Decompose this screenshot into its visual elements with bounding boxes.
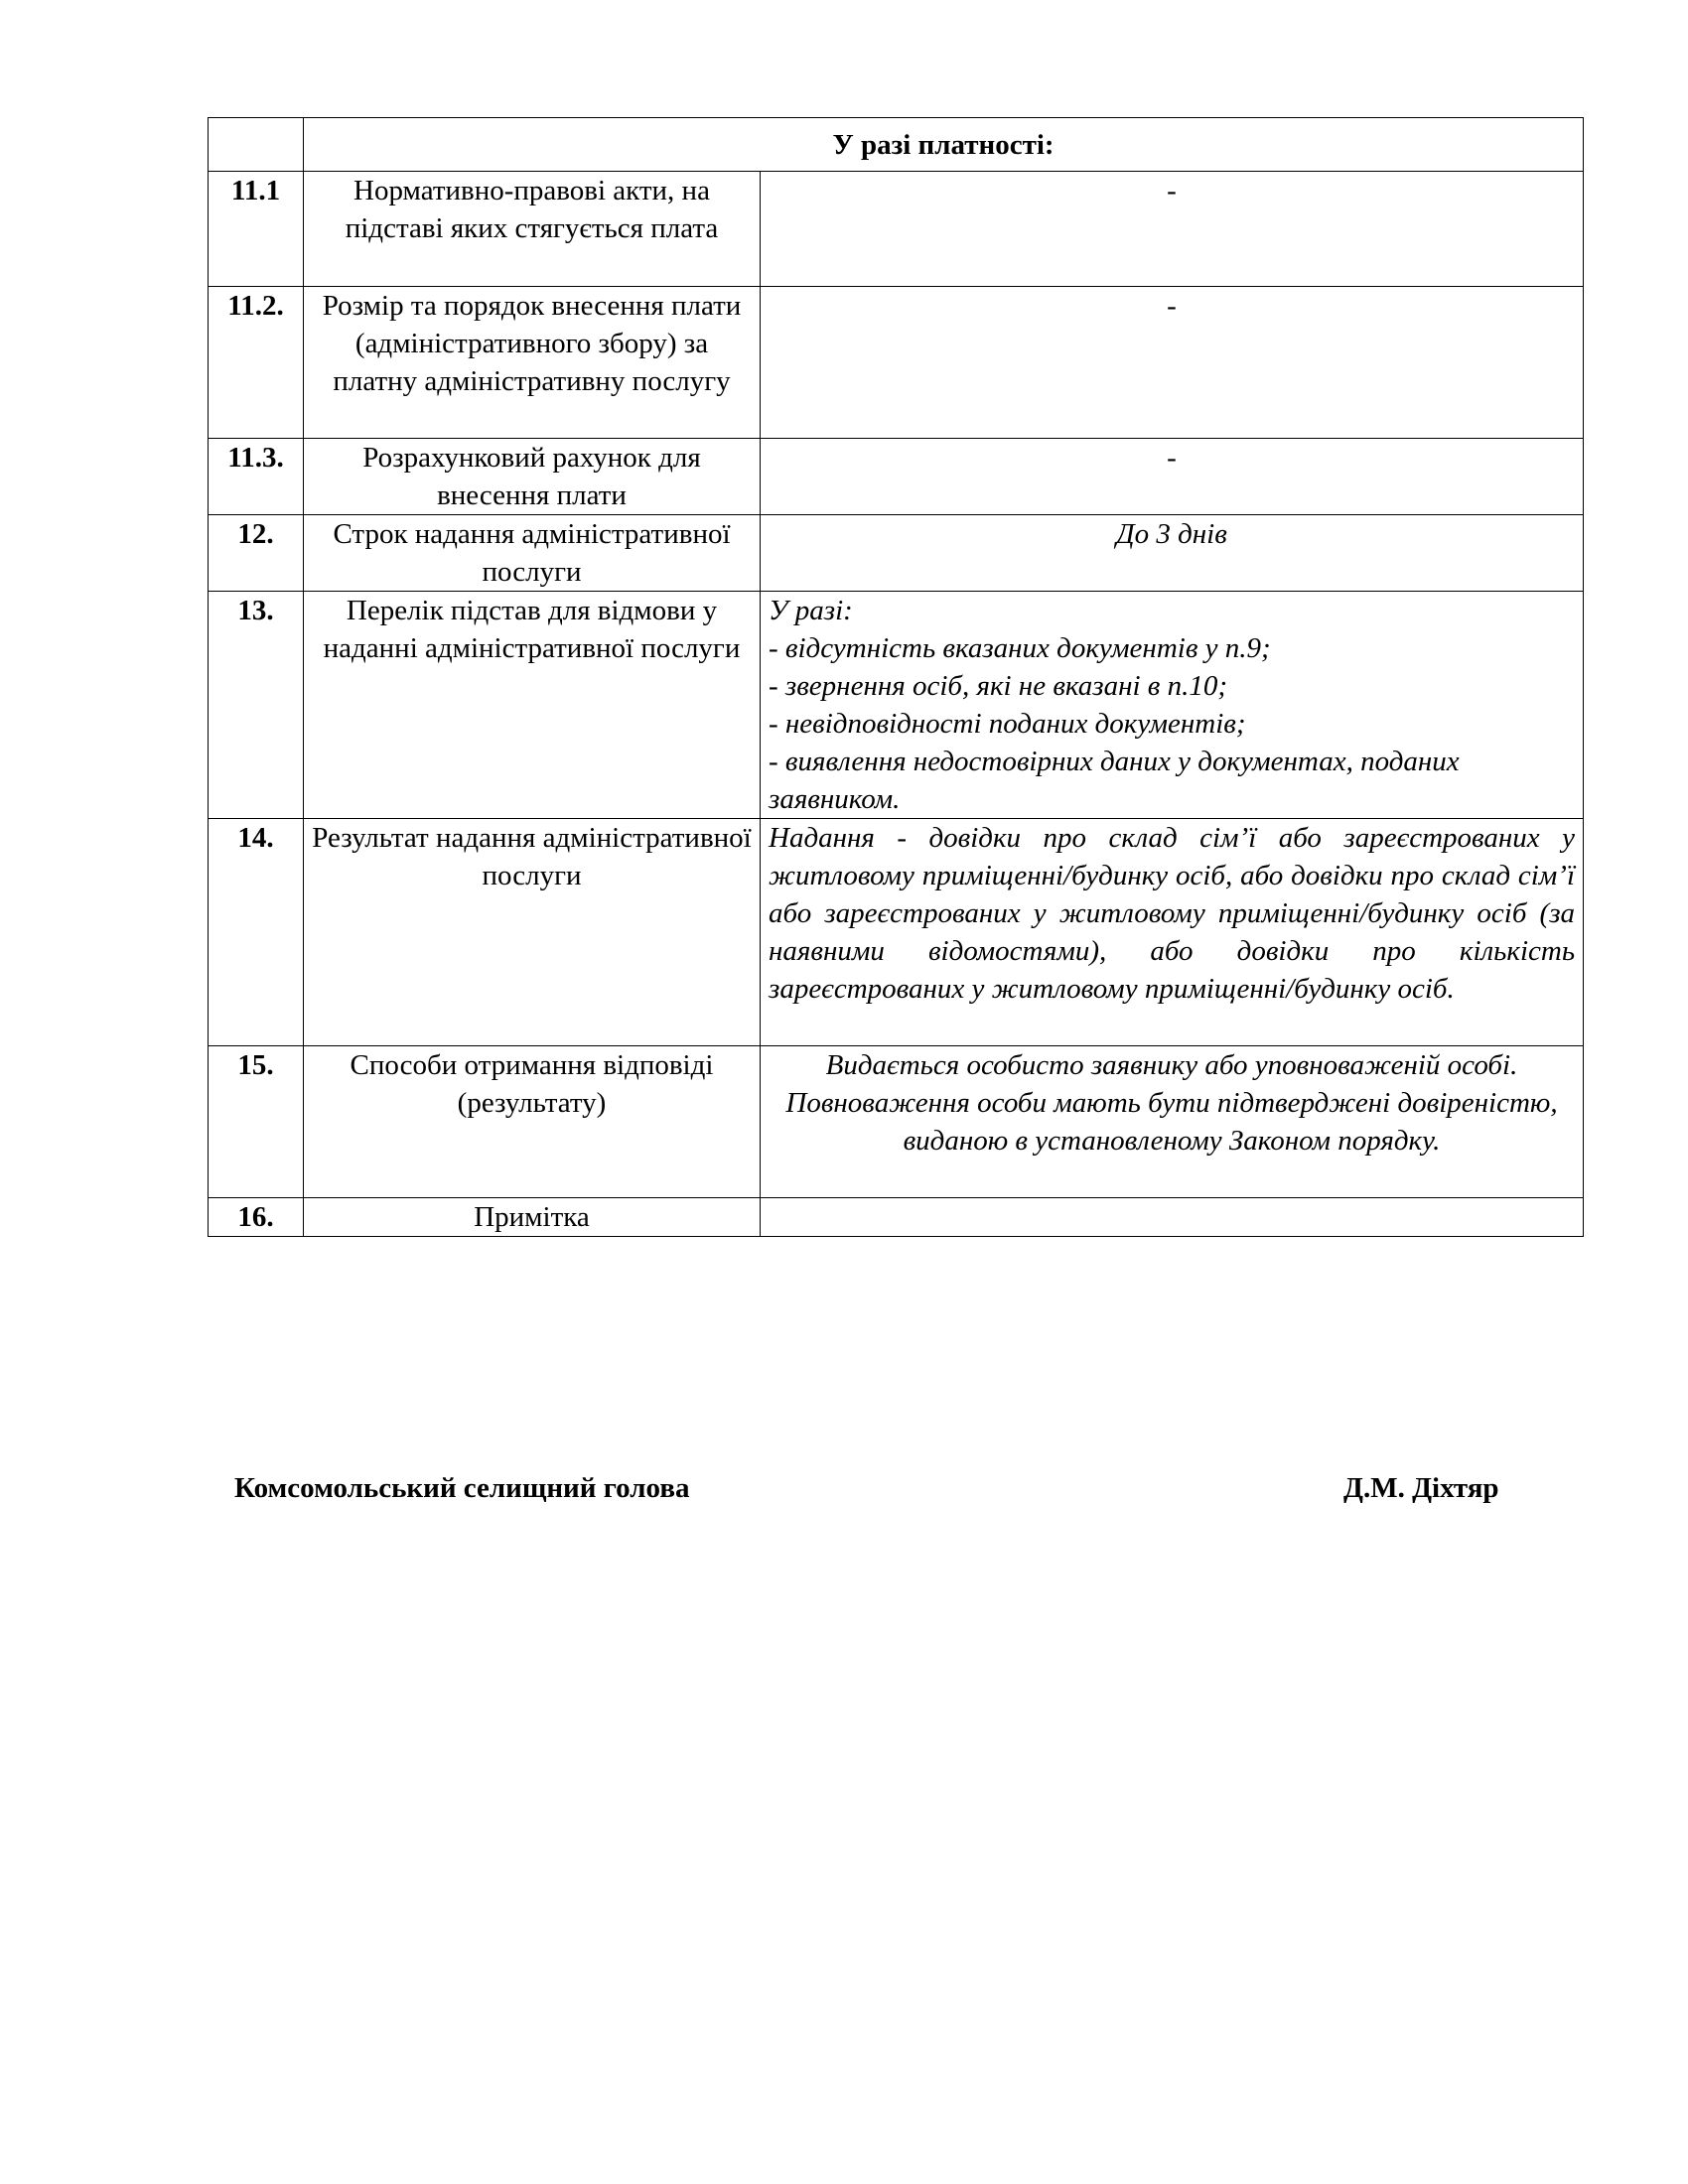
row-number: 11.3.: [209, 439, 304, 515]
table-header-row: [209, 118, 1584, 172]
header-empty-cell: [209, 118, 304, 172]
row-label: Розмір та порядок внесення плати (адміністративного збору) за платну адміністративну послугу: [304, 287, 761, 439]
table-row: [209, 515, 1584, 592]
row-label: Примітка: [304, 1198, 761, 1237]
row-value: -: [761, 172, 1584, 287]
row-label: Розрахунковий рахунок для внесення плати: [304, 439, 761, 515]
row-label: Строк надання адміністративної послуги: [304, 515, 761, 592]
signatory-name: Д.М. Діхтяр: [1343, 1472, 1499, 1504]
row-number: 15.: [209, 1046, 304, 1198]
row-label: Результат надання адміністративної послуги: [304, 819, 761, 1046]
row-value: -: [761, 439, 1584, 515]
signatory-title: Комсомольський селищний голова: [234, 1472, 690, 1504]
table-row: [209, 172, 1584, 287]
service-info-table: [208, 117, 1584, 1237]
row-number: 12.: [209, 515, 304, 592]
row-number: 16.: [209, 1198, 304, 1237]
refusal-ground-item: - виявлення недостовірних даних у документах, поданих заявником.: [769, 746, 1460, 815]
row-number: 11.2.: [209, 287, 304, 439]
refusal-ground-item: - невідповідності поданих документів;: [769, 708, 1246, 740]
table-row: [209, 1046, 1584, 1198]
table-row: [209, 439, 1584, 515]
row-number: 13.: [209, 592, 304, 819]
section-header: У разі платності:: [304, 118, 1584, 172]
row-value: Надання - довідки про склад сім’ї або зареєстрованих у житловому приміщенні/будинку осіб, або довідки про склад сім’ї або зареєстрованих у житловому приміщенні/будинку осіб (за наявними відомостями), або довідки про кількість зареєстрованих у житловому приміщенні/будинку осіб.: [761, 819, 1584, 1046]
refusal-grounds-intro: У разі:: [769, 595, 853, 626]
table-row: [209, 287, 1584, 439]
row-label: Способи отримання відповіді (результату): [304, 1046, 761, 1198]
refusal-ground-item: - звернення осіб, які не вказані в п.10;: [769, 670, 1228, 702]
row-number: 14.: [209, 819, 304, 1046]
row-number: 11.1: [209, 172, 304, 287]
row-value: До 3 днів: [761, 515, 1584, 592]
refusal-grounds-list: [761, 592, 1584, 819]
row-value: -: [761, 287, 1584, 439]
row-label: Нормативно-правові акти, на підставі яких стягується плата: [304, 172, 761, 287]
refusal-ground-item: - відсутність вказаних документів у п.9;: [769, 632, 1271, 664]
row-value: [761, 1198, 1584, 1237]
row-label: Перелік підстав для відмови у наданні адміністративної послуги: [304, 592, 761, 819]
table-row: [209, 1198, 1584, 1237]
table-row: [209, 819, 1584, 1046]
row-value: Видається особисто заявнику або уповноваженій особі. Повноваження особи мають бути підтверджені довіреністю, виданою в установленому Законом порядку.: [761, 1046, 1584, 1198]
table-row: [209, 592, 1584, 819]
